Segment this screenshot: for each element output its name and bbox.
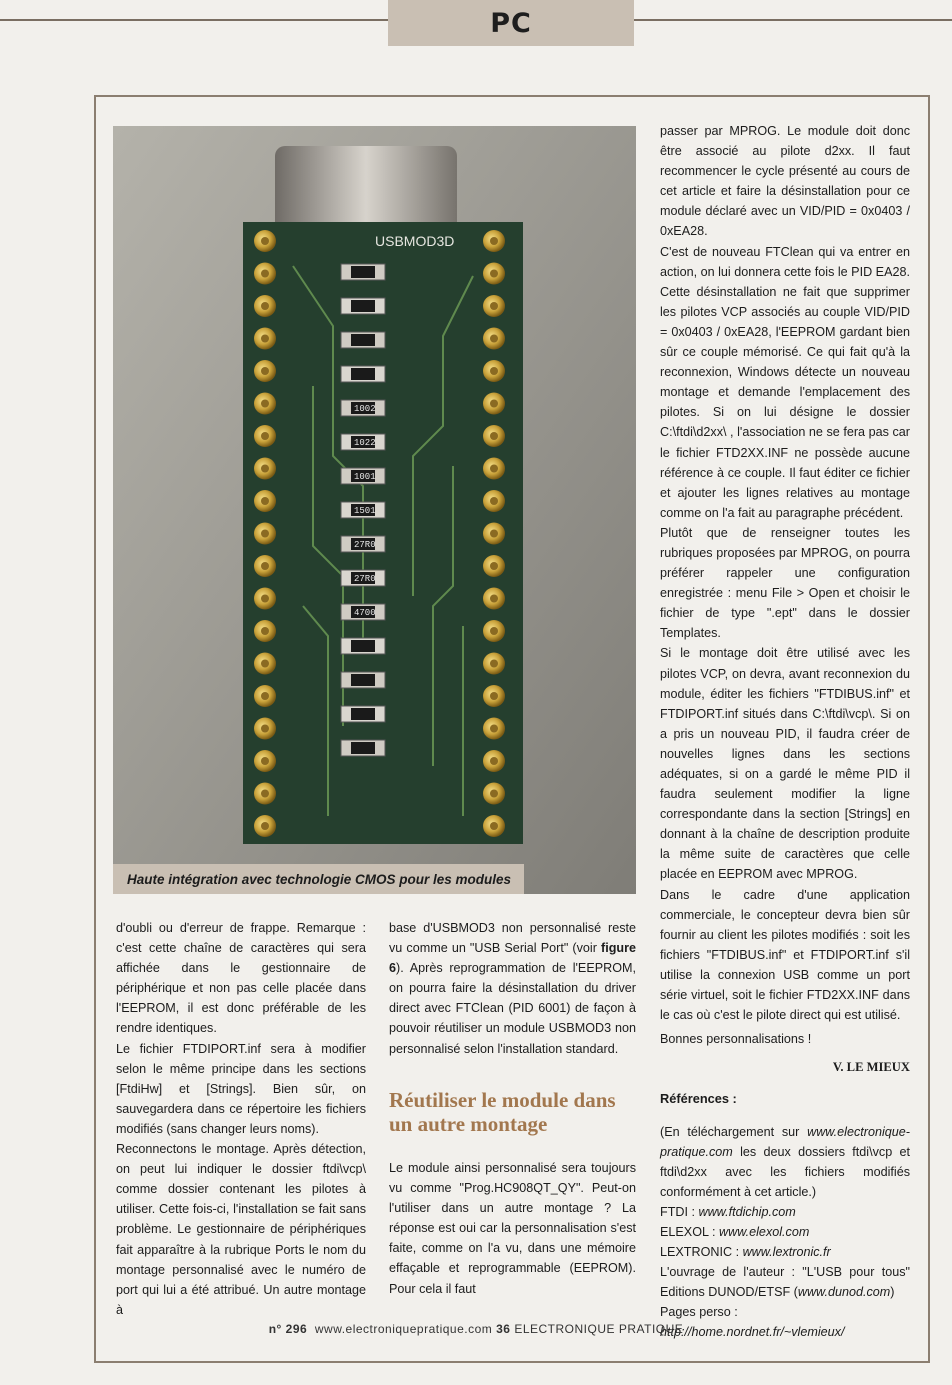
component-body <box>351 300 375 312</box>
resistor-row <box>341 264 385 756</box>
text-run: (En téléchargement sur <box>660 1124 808 1139</box>
author-signature: V. LE MIEUX <box>832 1060 910 1075</box>
text-run: les deux dossiers ftdi\vcp et ftdi\d2xx avec les fichiers modifiés conformément à cet article.) <box>660 1144 910 1199</box>
text-run: ). Après reprogrammation de l'EEPROM, on pourra faire la désinstallation du driver direct avec FTClean (PID 6001) de façon à pouvoir réutiliser un module USBMOD3 non personnalisé selon l'installation standard. <box>389 961 636 1056</box>
pin-hole <box>490 400 498 408</box>
component-body <box>351 674 375 686</box>
section-heading: Réutiliser le module dans un autre montage <box>389 1088 616 1136</box>
section-title: PC <box>490 7 532 39</box>
reference-item <box>660 1222 910 1242</box>
paragraph: passer par MPROG. Le module doit donc être associé au pilote d2xx. Il faut recommencer le cycle présenté au cours de cet article et faire la désinstallation pour ce module déclaré avec un VID/PID = 0x0403 / 0xEA28. <box>660 124 910 239</box>
pin-hole <box>490 237 498 245</box>
pcb-illustration <box>113 126 636 894</box>
text-run: ) <box>890 1285 895 1300</box>
module-photo <box>113 126 636 894</box>
reference-item <box>660 1202 910 1222</box>
reference-link[interactable]: www.elexol.com <box>719 1224 810 1239</box>
pin-hole <box>490 497 498 505</box>
pin-hole <box>261 530 269 538</box>
component-body <box>351 266 375 278</box>
pin-hole <box>490 302 498 310</box>
pin-hole <box>261 465 269 473</box>
component-body <box>351 368 375 380</box>
paragraph: Si le montage doit être utilisé avec les pilotes VCP, on devra, avant reconnexion du module, éditer les fichiers "FTDIBUS.inf" et FTDIPORT.inf situés dans C:\ftdi\vcp\. Si on a pris un nouveau PID, il faudra créer de nouvelles lignes dans les sections adéquates, si on a gardé le même PID il faudra seulement modifier la ligne correspondante dans la section [Strings] en donnant à la chaîne de description produite la même suite de caractères que celle placée en EEPROM avec MPROG. <box>660 646 910 882</box>
reference-label: LEXTRONIC : <box>660 1245 743 1260</box>
pin-hole <box>490 465 498 473</box>
paragraph: d'oubli ou d'erreur de frappe. Remarque : c'est cette chaîne de caractères qui sera affichée dans le gestionnaire de périphérique et non pas celle placée dans l'EEPROM, il est donc préférable de les rendre identiques. <box>116 921 366 1036</box>
pin-hole <box>261 725 269 733</box>
pin-hole <box>490 270 498 278</box>
component-body <box>351 708 375 720</box>
pin-hole <box>261 660 269 668</box>
caption-text: Haute intégration avec technologie CMOS pour les modules <box>127 871 512 887</box>
closing-line: Bonnes personnalisations ! <box>660 1032 812 1047</box>
pin-hole <box>490 530 498 538</box>
pin-hole <box>261 822 269 830</box>
header-rule-right <box>634 19 952 21</box>
paragraph: Reconnectons le montage. Après détection, on peut lui indiquer le dossier ftdi\vcp\ comme dossier contenant les pilotes à utiliser. Cette fois-ci, l'installation se fait sans problème. Le gestionnaire de périphériques fait apparaître à la rubrique Ports le nom du montage personnalisé avec le numéro de port qui lui a été attribué. Un autre montage à <box>116 1142 366 1317</box>
component-body <box>351 334 375 346</box>
header-rule-left <box>0 19 388 21</box>
pin-hole <box>490 692 498 700</box>
figure-ref: figure 6 <box>389 941 636 976</box>
pin-hole <box>261 627 269 635</box>
pin-hole <box>261 562 269 570</box>
pin-hole <box>261 237 269 245</box>
pin-hole <box>490 335 498 343</box>
page-number: 36 <box>496 1322 511 1336</box>
reference-link[interactable]: http://home.nordnet.fr/~vlemieux/ <box>660 1325 845 1340</box>
paragraph <box>389 918 636 1059</box>
pin-hole <box>261 692 269 700</box>
pin-hole <box>261 270 269 278</box>
pages-label: Pages perso : <box>660 1305 738 1320</box>
resistor-code: 1501 <box>354 506 376 516</box>
pin-hole <box>261 400 269 408</box>
resistor-code: 27R0 <box>354 574 376 584</box>
pin-hole <box>261 790 269 798</box>
text-run: L'ouvrage de l'auteur : "L'USB pour tous" Editions DUNOD/ETSF ( <box>660 1265 910 1300</box>
paragraph: Dans le cadre d'une application commerciale, le concepteur devra bien sûr fournir au client les pilotes modifiés : soit les fichiers "FTDIBUS.inf" et FTDIPORT.inf s'il utilise la connexion USB comme un port série virtuel, soit le fichier FTD2XX.INF dans le cas où c'est le pilote direct qui est utilisé. <box>660 887 910 1023</box>
component-body <box>351 640 375 652</box>
reference-link[interactable]: www.dunod.com <box>797 1285 891 1300</box>
resistor-code: 4700 <box>354 608 376 618</box>
reference-item <box>660 1242 910 1262</box>
footer-site: www.electroniquepratique.com <box>314 1322 493 1336</box>
pin-hole <box>261 497 269 505</box>
pin-hole <box>261 302 269 310</box>
pin-hole <box>490 627 498 635</box>
references-intro <box>660 1122 910 1202</box>
pin-hole <box>261 432 269 440</box>
pin-hole <box>490 367 498 375</box>
pin-hole <box>261 757 269 765</box>
pin-hole <box>490 757 498 765</box>
pin-hole <box>490 822 498 830</box>
paragraph: Le module ainsi personnalisé sera toujours vu comme "Prog.HC908QT_QY". Peut-on l'utiliser dans un autre montage ? La réponse est oui car la personnalisation s'est faite, comme on l'a vu, dans une mémoire effaçable et reprogrammable (EEPROM). Pour cela il faut <box>389 1161 636 1296</box>
section-header-tab <box>388 0 634 46</box>
page-footer <box>0 1322 952 1336</box>
column-3 <box>660 121 910 1343</box>
column-2-continued <box>389 1158 636 1299</box>
paragraph: Le fichier FTDIPORT.inf sera à modifier selon le même principe dans les sections [FtdiHw] et [Strings]. Bien sûr, on sauvegardera dans ce répertoire les fichiers modifiés (sans changer leurs noms). <box>116 1041 366 1136</box>
column-2 <box>389 918 636 1059</box>
board-label: USBMOD3D <box>375 233 455 249</box>
paragraph: Plutôt que de renseigner toutes les rubriques proposées par MPROG, on pourra préférer rappeler une configuration enregistrée : menu File > Open et choisir le fichier de type ".ept" dans le dossier Templates. <box>660 525 910 641</box>
pin-hole <box>490 595 498 603</box>
photo-caption <box>113 864 524 894</box>
references-title: Références : <box>660 1091 737 1107</box>
reference-book <box>660 1262 910 1302</box>
text-run: base d'USBMOD3 non personnalisé reste vu comme un "USB Serial Port" (voir <box>389 921 636 956</box>
resistor-code: 1002 <box>354 404 376 414</box>
paragraph: C'est de nouveau FTClean qui va entrer en action, on lui donnera cette fois le PID EA28. Cette désinstallation ne fait que supprimer les pilotes VCP associés au couple VID/PID = 0x0403 / 0xEA28, l'EEPROM gardant bien sûr ce couple mémorisé. Ce qui fait qu'à la reconnexion, Windows détecte un nouveau montage et demande l'emplacement des pilotes. Si on lui désigne le dossier C:\ftdi\d2xx\ , l'association ne se fera pas car le fichier FTD2XX.INF ne possède aucune référence à ce couple. Il faut éditer ce fichier et ajouter les lignes relatives au montage comme on l'a fait au paragraphe précédent. <box>660 244 910 520</box>
reference-link[interactable]: www.lextronic.fr <box>742 1245 831 1260</box>
footer-magazine: ELECTRONIQUE PRATIQUE <box>514 1322 684 1336</box>
resistor-code: 27R0 <box>354 540 376 550</box>
pin-hole <box>261 335 269 343</box>
reference-label: FTDI : <box>660 1204 699 1219</box>
pin-hole <box>261 367 269 375</box>
pin-hole <box>490 432 498 440</box>
column-1 <box>116 918 366 1320</box>
pin-hole <box>490 562 498 570</box>
resistor-code: 1001 <box>354 472 376 482</box>
pin-hole <box>490 660 498 668</box>
pin-hole <box>490 790 498 798</box>
pin-hole <box>490 725 498 733</box>
pin-hole <box>261 595 269 603</box>
component-body <box>351 742 375 754</box>
reference-label: ELEXOL : <box>660 1224 720 1239</box>
issue-number: n° 296 <box>268 1322 308 1336</box>
reference-link[interactable]: www.ftdichip.com <box>698 1204 796 1219</box>
reference-link[interactable]: www.electronique-pratique.com <box>660 1124 910 1159</box>
resistor-code: 1022 <box>354 438 376 448</box>
